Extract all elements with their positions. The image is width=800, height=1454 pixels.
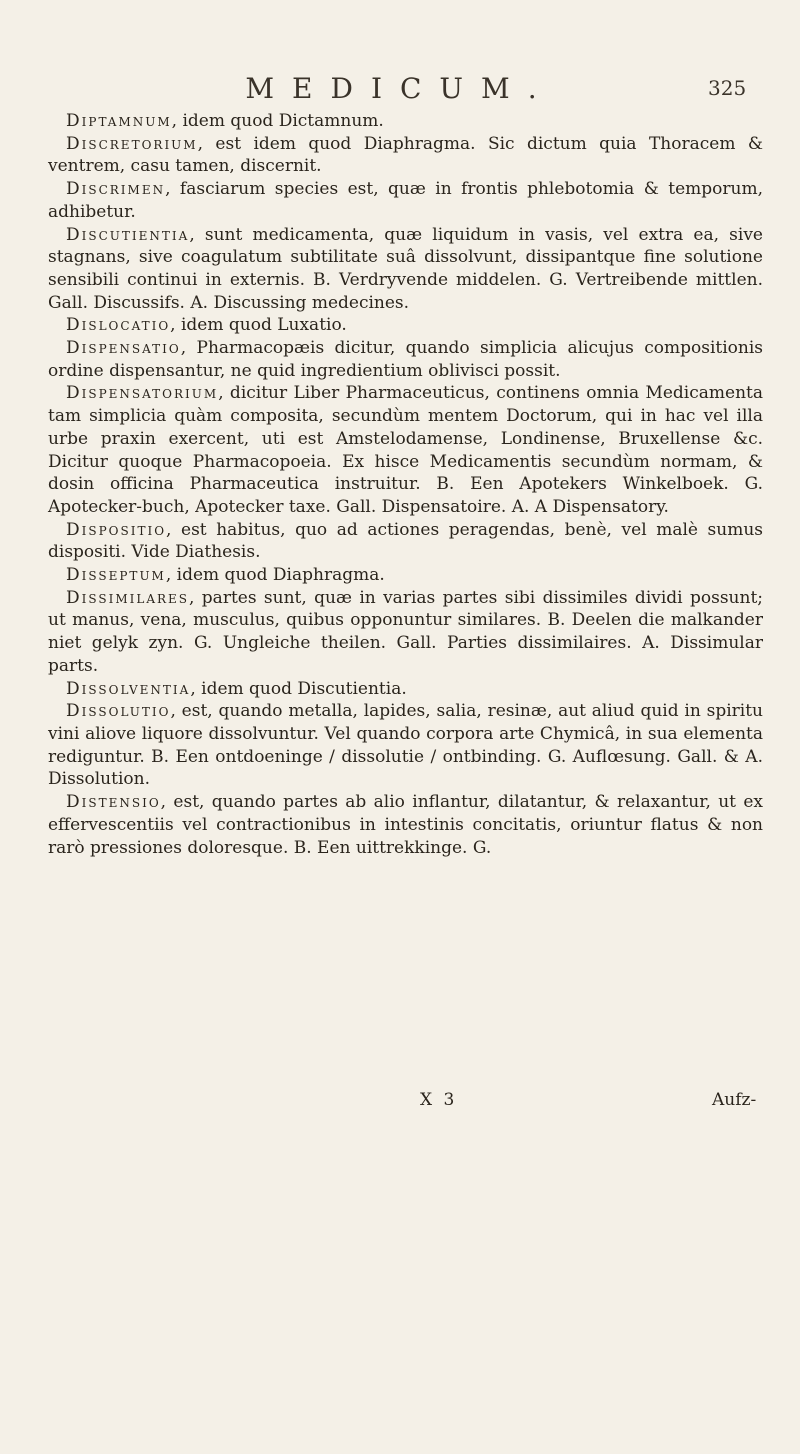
entry-text: , est idem quod Diaphragma. Sic dictum quia Thoracem & ventrem, casu tamen, discernit. [48, 133, 763, 177]
entry-text: , idem quod Luxatio. [170, 315, 347, 336]
entry-discretorium [48, 133, 763, 178]
entry-text: , est, quando partes ab alio inflantur, dilatantur, & relaxantur, ut ex effervescentiis vel contractionibus in intestinis concitatis, oriuntur flatus & non rarò pressiones doloresque. B. Een uittrekkinge. G. [48, 792, 763, 858]
entry-dislocatio [48, 314, 763, 337]
entry-dissolventia [48, 678, 763, 701]
entry-dispositio [48, 519, 763, 564]
entry-headword: Dispensatorium [66, 383, 219, 404]
entry-headword: Discretorium [66, 133, 198, 154]
entry-text: , fasciarum species est, quæ in frontis phlebotomia & temporum, adhibetur. [48, 179, 763, 222]
entry-text: , est habitus, quo ad actiones peragendas, benè, vel malè sumus dispositi. Vide Diathesis. [48, 519, 763, 563]
entry-headword: Dissolventia [66, 678, 191, 699]
entry-dispensatorium [48, 382, 763, 518]
entry-headword: Distensio [66, 792, 161, 813]
running-head: MEDICUM. [245, 72, 555, 105]
entry-dissolutio [48, 700, 763, 791]
entry-headword: Disseptum [66, 565, 166, 586]
entry-dispensatio [48, 337, 763, 382]
entry-dissimilares [48, 587, 763, 678]
entry-headword: Dissimilares [66, 587, 190, 608]
entry-headword: Diptamnum [66, 111, 172, 131]
entry-text: , dicitur Liber Pharmaceuticus, continens omnia Medicamenta tam simplicia quàm composita, secundùm mentem Doctorum, qui in hac vel illa urbe praxin exercent, uti est Amstelodamense, Londinense, Bruxellense &c. Dicitur quoque Pharmacopoeia. Ex hisce Medicamentis secundùm normam, & dosin officina Pharmaceutica instruitur. B. Een Apotekers Winkelboek. G. Apotecker-buch, Apotecker taxe. Gall. Dispensatoire. A. A Dispensatory. [48, 383, 763, 517]
entry-diptamnum [48, 110, 763, 133]
entry-text: , idem quod Diaphragma. [165, 565, 385, 586]
entry-text: , idem quod Dictamnum. [171, 111, 384, 131]
dictionary-entries [48, 110, 763, 859]
entry-headword: Dispositio [66, 519, 167, 540]
entry-text: , Pharmacopæis dicitur, quando simplicia alicujus compositionis ordine dispensantur, ne quid ingredientium oblivisci possit. [48, 338, 763, 381]
entry-discrimen [48, 178, 763, 223]
entry-disseptum [48, 564, 763, 587]
entry-headword: Discutientia [66, 224, 190, 245]
entry-text: , partes sunt, quæ in varias partes sibi dissimiles dividi possunt; ut manus, vena, musculus, quibus opponuntur similares. B. Deelen die malkander niet gelyk zyn. G. Ungleiche theilen. Gall. Parties dissimilaires. A. Dissimular parts. [48, 587, 763, 676]
entry-text: , est, quando metalla, lapides, salia, resinæ, aut aliud quid in spiritu vini aliove liquore dissolvuntur. Vel quando corpora arte Chymicâ, in sua elementa rediguntur. B. Een ontdoeninge / dissolutie / ontbinding. G. Auflœsung. Gall. & A. Dissolution. [48, 701, 763, 790]
entry-headword: Dislocatio [66, 315, 171, 336]
entry-headword: Discrimen [66, 179, 166, 200]
page-number: 325 [708, 76, 747, 100]
catchword: Aufz- [712, 1090, 757, 1110]
entry-discutientia [48, 224, 763, 315]
entry-text: , idem quod Discutientia. [190, 678, 407, 699]
signature-mark: X 3 [420, 1090, 458, 1110]
entry-text: , sunt medicamenta, quæ liquidum in vasis, vel extra ea, sive stagnans, sive coagulatum subtilitate suâ dissolvunt, dissipantque fine solutione sensibili continui in externis. B. Verdryvende middelen. G. Vertreibende mittlen. Gall. Discussifs. A. Discussing medecines. [48, 224, 763, 313]
entry-headword: Dissolutio [66, 701, 171, 722]
entry-distensio [48, 791, 763, 859]
entry-headword: Dispensatio [66, 338, 181, 359]
